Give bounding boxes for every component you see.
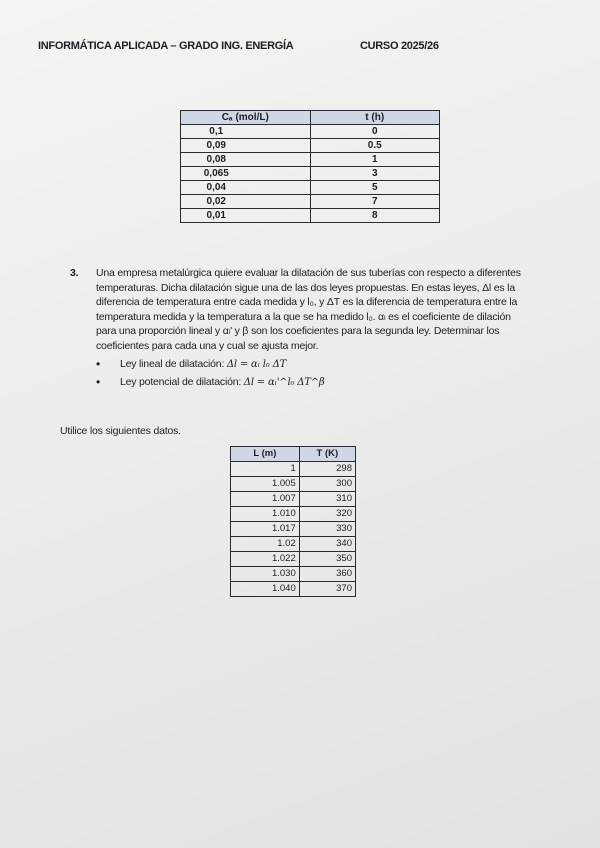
table-cell: 1 bbox=[231, 462, 300, 477]
law-label: Ley lineal de dilatación: bbox=[120, 357, 225, 370]
column-header: L (m) bbox=[231, 447, 300, 462]
list-item bbox=[96, 357, 530, 373]
law-equation: Δl = αₗ'^l₀ ΔT^β bbox=[243, 377, 325, 389]
table-row bbox=[231, 492, 356, 507]
law-equation: Δl = αₗ l₀ ΔT bbox=[226, 358, 287, 370]
table-row bbox=[231, 552, 356, 567]
table-row bbox=[181, 209, 440, 223]
table-cell: 5 bbox=[310, 181, 440, 195]
table-cell: 0,065 bbox=[181, 167, 311, 181]
law-list bbox=[70, 357, 530, 391]
table-cell: 0,08 bbox=[181, 153, 311, 167]
table-cell: 1.030 bbox=[231, 567, 300, 582]
table-row bbox=[231, 462, 356, 477]
table-cell: 7 bbox=[310, 195, 440, 209]
use-data-label: Utilice los siguientes datos. bbox=[60, 425, 181, 437]
concentration-time-table bbox=[180, 110, 440, 223]
table-cell: 1.005 bbox=[231, 477, 300, 492]
table-cell: 0,1 bbox=[181, 125, 311, 139]
table-row bbox=[231, 477, 356, 492]
table-row bbox=[181, 153, 440, 167]
table-cell: 350 bbox=[299, 552, 355, 567]
table-row bbox=[181, 125, 440, 139]
table-cell: 370 bbox=[299, 582, 355, 597]
table-cell: 330 bbox=[299, 522, 355, 537]
bullet-icon: • bbox=[96, 375, 101, 390]
table-cell: 1.022 bbox=[231, 552, 300, 567]
column-header: t (h) bbox=[310, 111, 440, 125]
table-cell: 1.010 bbox=[231, 507, 300, 522]
table-cell: 320 bbox=[299, 507, 355, 522]
table-row bbox=[231, 582, 356, 597]
table-cell: 298 bbox=[299, 462, 355, 477]
question-number: 3. bbox=[70, 267, 79, 279]
table-header-row bbox=[231, 447, 356, 462]
table-cell: 1 bbox=[310, 153, 440, 167]
table-cell: 310 bbox=[299, 492, 355, 507]
table-cell: 0,04 bbox=[181, 181, 311, 195]
table-cell: 3 bbox=[310, 167, 440, 181]
table-cell: 360 bbox=[299, 567, 355, 582]
table-row bbox=[231, 567, 356, 582]
table-cell: 0,09 bbox=[181, 139, 311, 153]
length-temperature-table bbox=[230, 446, 356, 597]
law-label: Ley potencial de dilatación: bbox=[120, 376, 242, 389]
table-cell: 0.5 bbox=[310, 139, 440, 153]
table-cell: 340 bbox=[299, 537, 355, 552]
table-cell: 0 bbox=[310, 125, 440, 139]
table-row bbox=[181, 139, 440, 153]
table-cell: 1.02 bbox=[231, 537, 300, 552]
table-row bbox=[181, 181, 440, 195]
table-cell: 300 bbox=[299, 477, 355, 492]
table-cell: 1.007 bbox=[231, 492, 300, 507]
bullet-icon: • bbox=[96, 356, 101, 371]
table-cell: 8 bbox=[310, 209, 440, 223]
table-cell: 0,02 bbox=[181, 195, 311, 209]
course-year: CURSO 2025/26 bbox=[360, 40, 439, 52]
table-cell: 0,01 bbox=[181, 209, 311, 223]
course-title: INFORMÁTICA APLICADA – GRADO ING. ENERGÍA bbox=[38, 40, 294, 52]
table-row bbox=[181, 195, 440, 209]
table-row bbox=[231, 537, 356, 552]
column-header: T (K) bbox=[299, 447, 355, 462]
table-cell: 1.017 bbox=[231, 522, 300, 537]
table-row bbox=[231, 507, 356, 522]
column-header: Cₐ (mol/L) bbox=[181, 111, 311, 125]
table-cell: 1.040 bbox=[231, 582, 300, 597]
table-row bbox=[231, 522, 356, 537]
question-3 bbox=[70, 266, 530, 391]
question-text: Una empresa metalúrgica quiere evaluar la dilatación de sus tuberías con respecto a diferentes temperaturas. Dicha dilatación sigue una de las dos leyes propuestas. En estas leyes, Δl es la diferencia de temperatura entre cada medida y l₀, y ΔT es la diferencia de temperatura entre la temperatura medida y la temperatura a la que se ha medido l₀. αₗ es el coeficiente de dilación para una proporción lineal y αₗ' y β son los coeficientes para la segunda ley. Determinar los coeficientes para cada una y cual se ajusta mejor. bbox=[96, 267, 521, 352]
list-item bbox=[96, 375, 530, 391]
table-row bbox=[181, 167, 440, 181]
table-header-row bbox=[181, 111, 440, 125]
